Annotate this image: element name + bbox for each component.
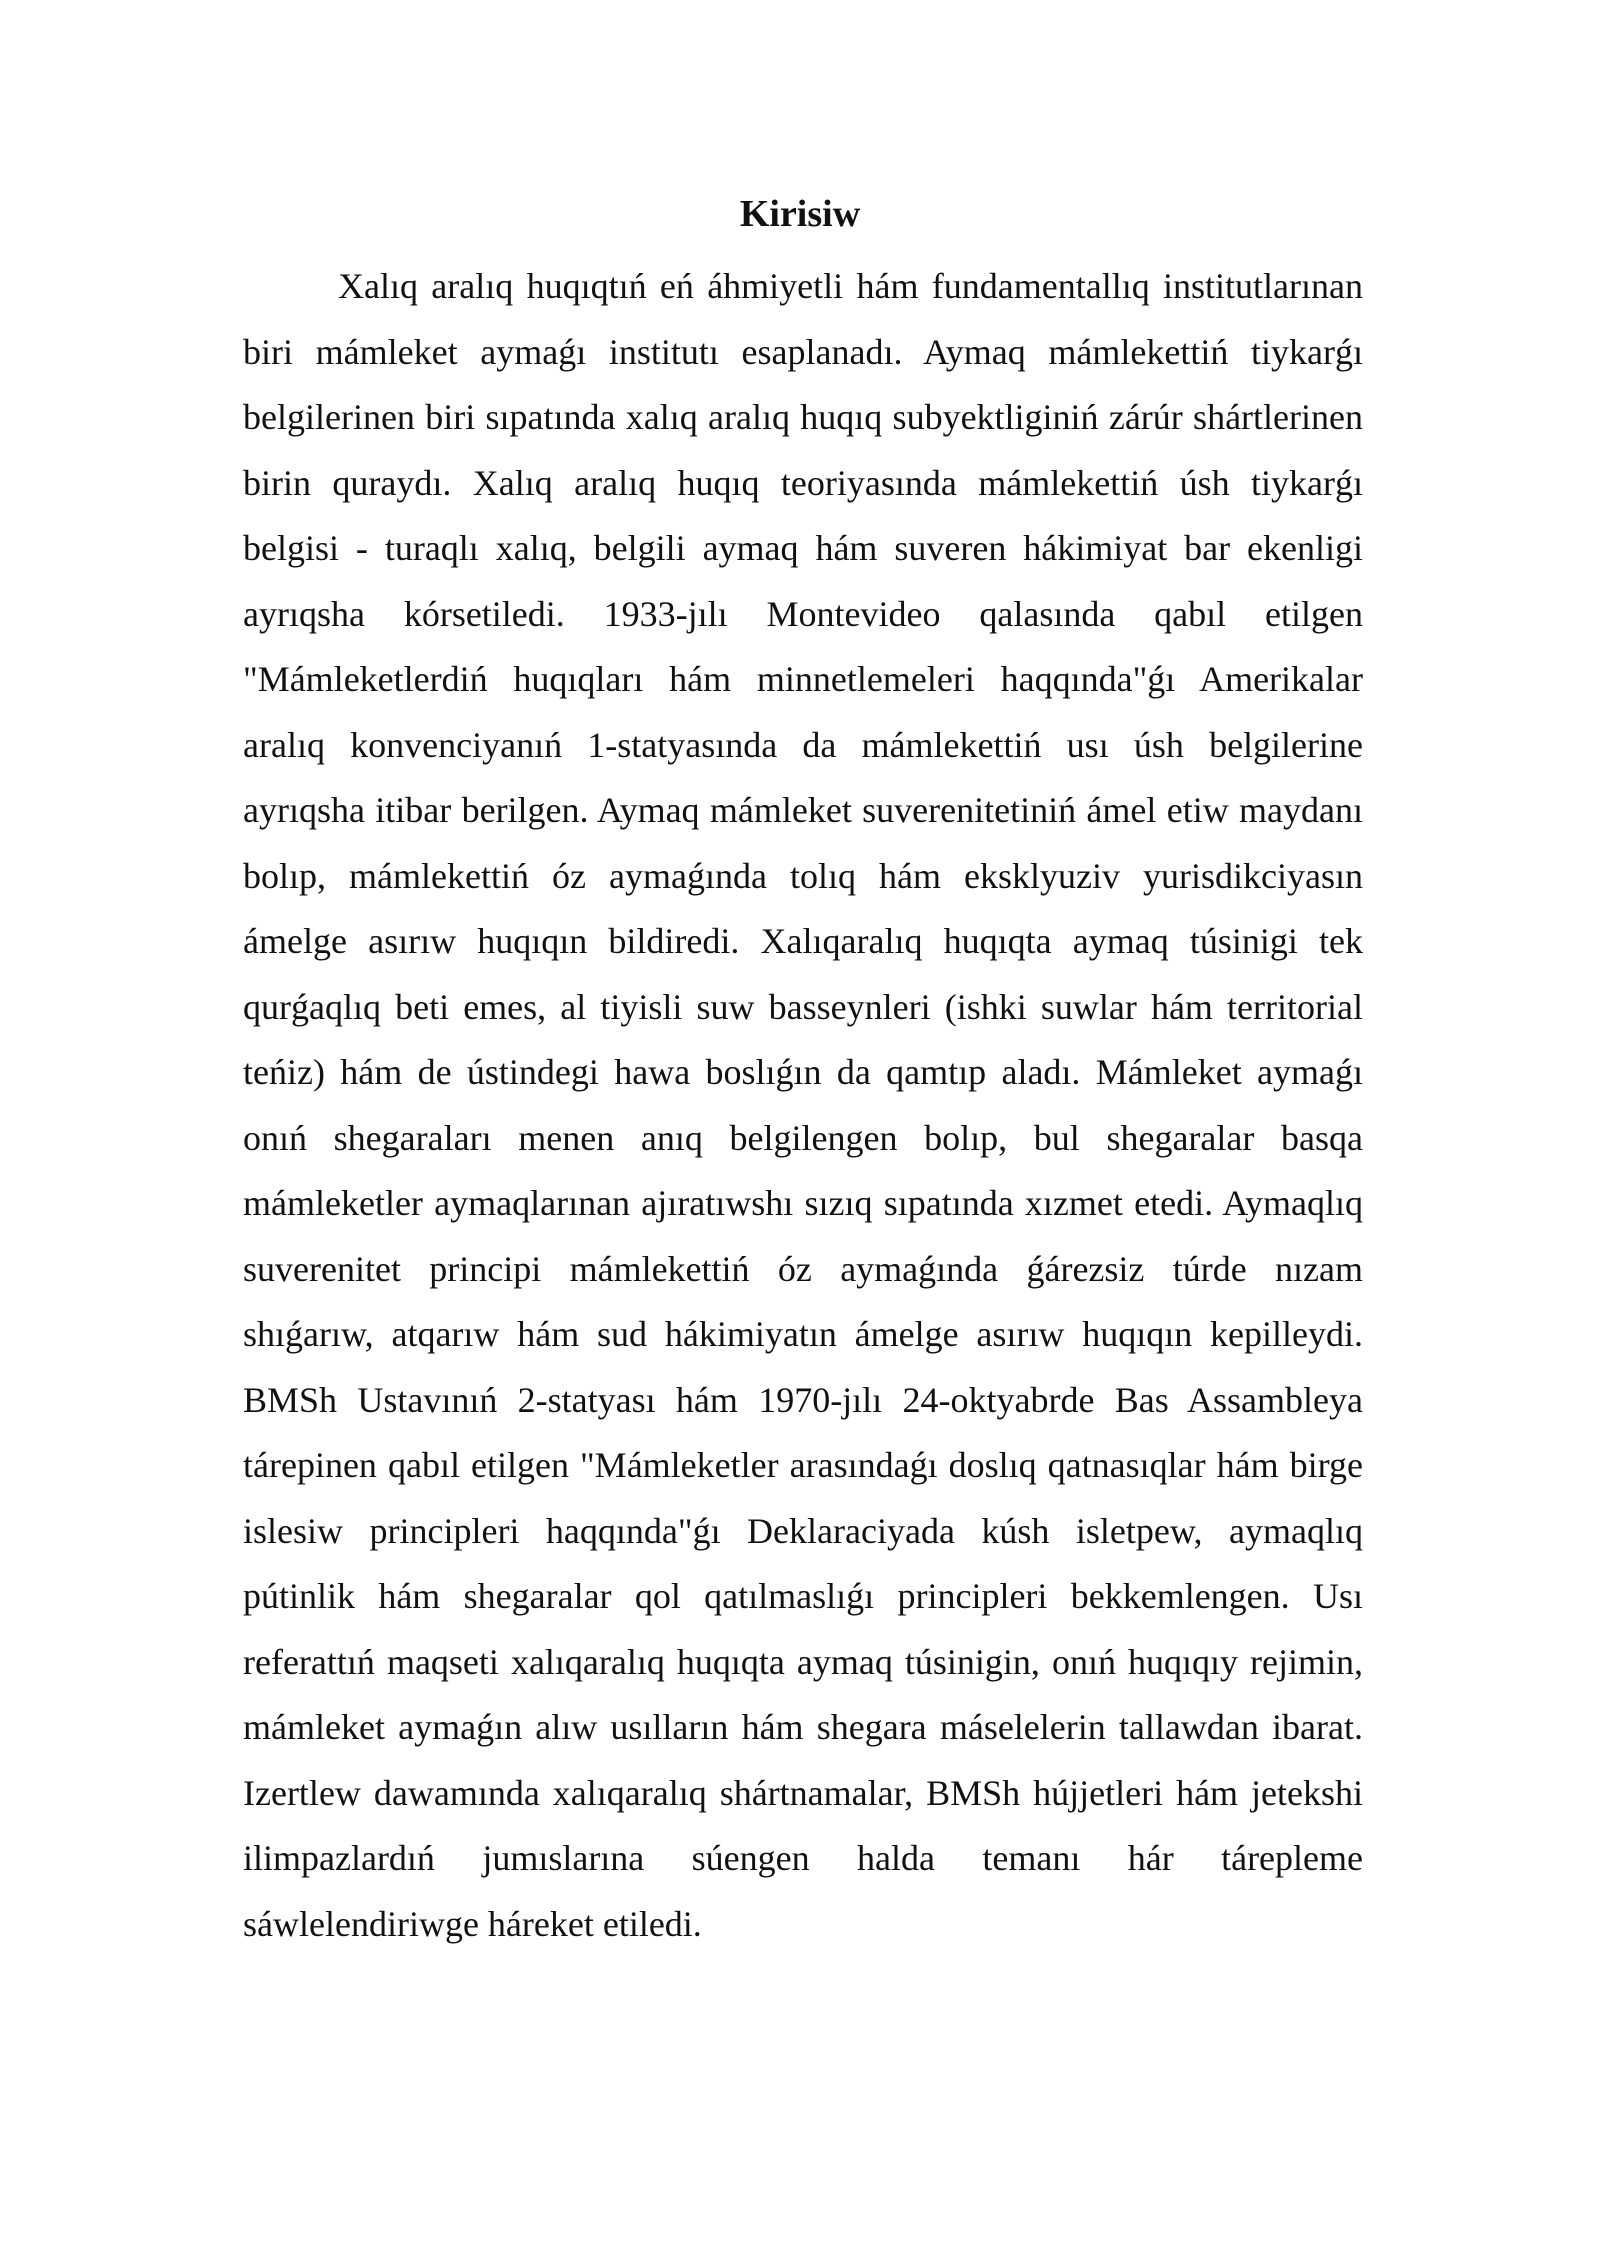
- body-paragraph: Xalıq aralıq huqıqtıń eń áhmiyetli hám fundamentallıq institutlarınan biri mámleket aymaǵı institutı esaplanadı. Aymaq mámlekettiń tiykarǵı belgilerinen biri sıpatında xalıq aralıq huqıq subyektliginiń zárúr shártlerinen birin quraydı. Xalıq aralıq huqıq teoriyasında mámlekettiń úsh tiykarǵı belgisi - turaqlı xalıq, belgili aymaq hám suveren hákimiyat bar ekenligi ayrıqsha kórsetiledi. 1933-jılı Montevideo qalasında qabıl etilgen "Mámleketlerdiń huqıqları hám minnetlemeleri haqqında"ǵı Amerikalar aralıq konvenciyanıń 1-statyasında da mámlekettiń usı úsh belgilerine ayrıqsha itibar berilgen. Aymaq mámleket suverenitetiniń ámel etiw maydanı bolıp, mámlekettiń óz aymaǵında tolıq hám eksklyuziv yurisdikciyasın ámelge asırıw huqıqın bildiredi. Xalıqaralıq huqıqta aymaq túsinigi tek qurǵaqlıq beti emes, al tiyisli suw basseynleri (ishki suwlar hám territorial teńiz) hám de ústindegi hawa boslıǵın da qamtıp aladı. Mámleket aymaǵı onıń shegaraları menen anıq belgilengen bolıp, bul shegaralar basqa mámleketler aymaqlarınan ajıratıwshı sızıq sıpatında xızmet etedi. Aymaqlıq suverenitet principi mámlekettiń óz aymaǵında ǵárezsiz túrde nızam shıǵarıw, atqarıw hám sud hákimiyatın ámelge asırıw huqıqın kepilleydi. BMSh Ustavınıń 2-statyası hám 1970-jılı 24-oktyabrde Bas Assambleya tárepinen qabıl etilgen "Mámleketler arasındaǵı doslıq qatnasıqlar hám birge islesiw principleri haqqında"ǵı Deklaraciyada kúsh isletpew, aymaqlıq pútinlik hám shegaralar qol qatılmaslıǵı principleri bekkemlengen. Usı referattıń maqseti xalıqaralıq huqıqta aymaq túsinigin, onıń huqıqıy rejimin, mámleket aymaǵın alıw usılların hám shegara máselelerin tallawdan ibarat. Izertlew dawamında xalıqaralıq shártnamalar, BMSh hújjetleri hám jetekshi ilimpazlardıń jumıslarına súengen halda temanı hár tárepleme sáwlelendiriwge háreket etiledi.: [243, 266, 1363, 1944]
- section-title: Kirisiw: [739, 193, 861, 235]
